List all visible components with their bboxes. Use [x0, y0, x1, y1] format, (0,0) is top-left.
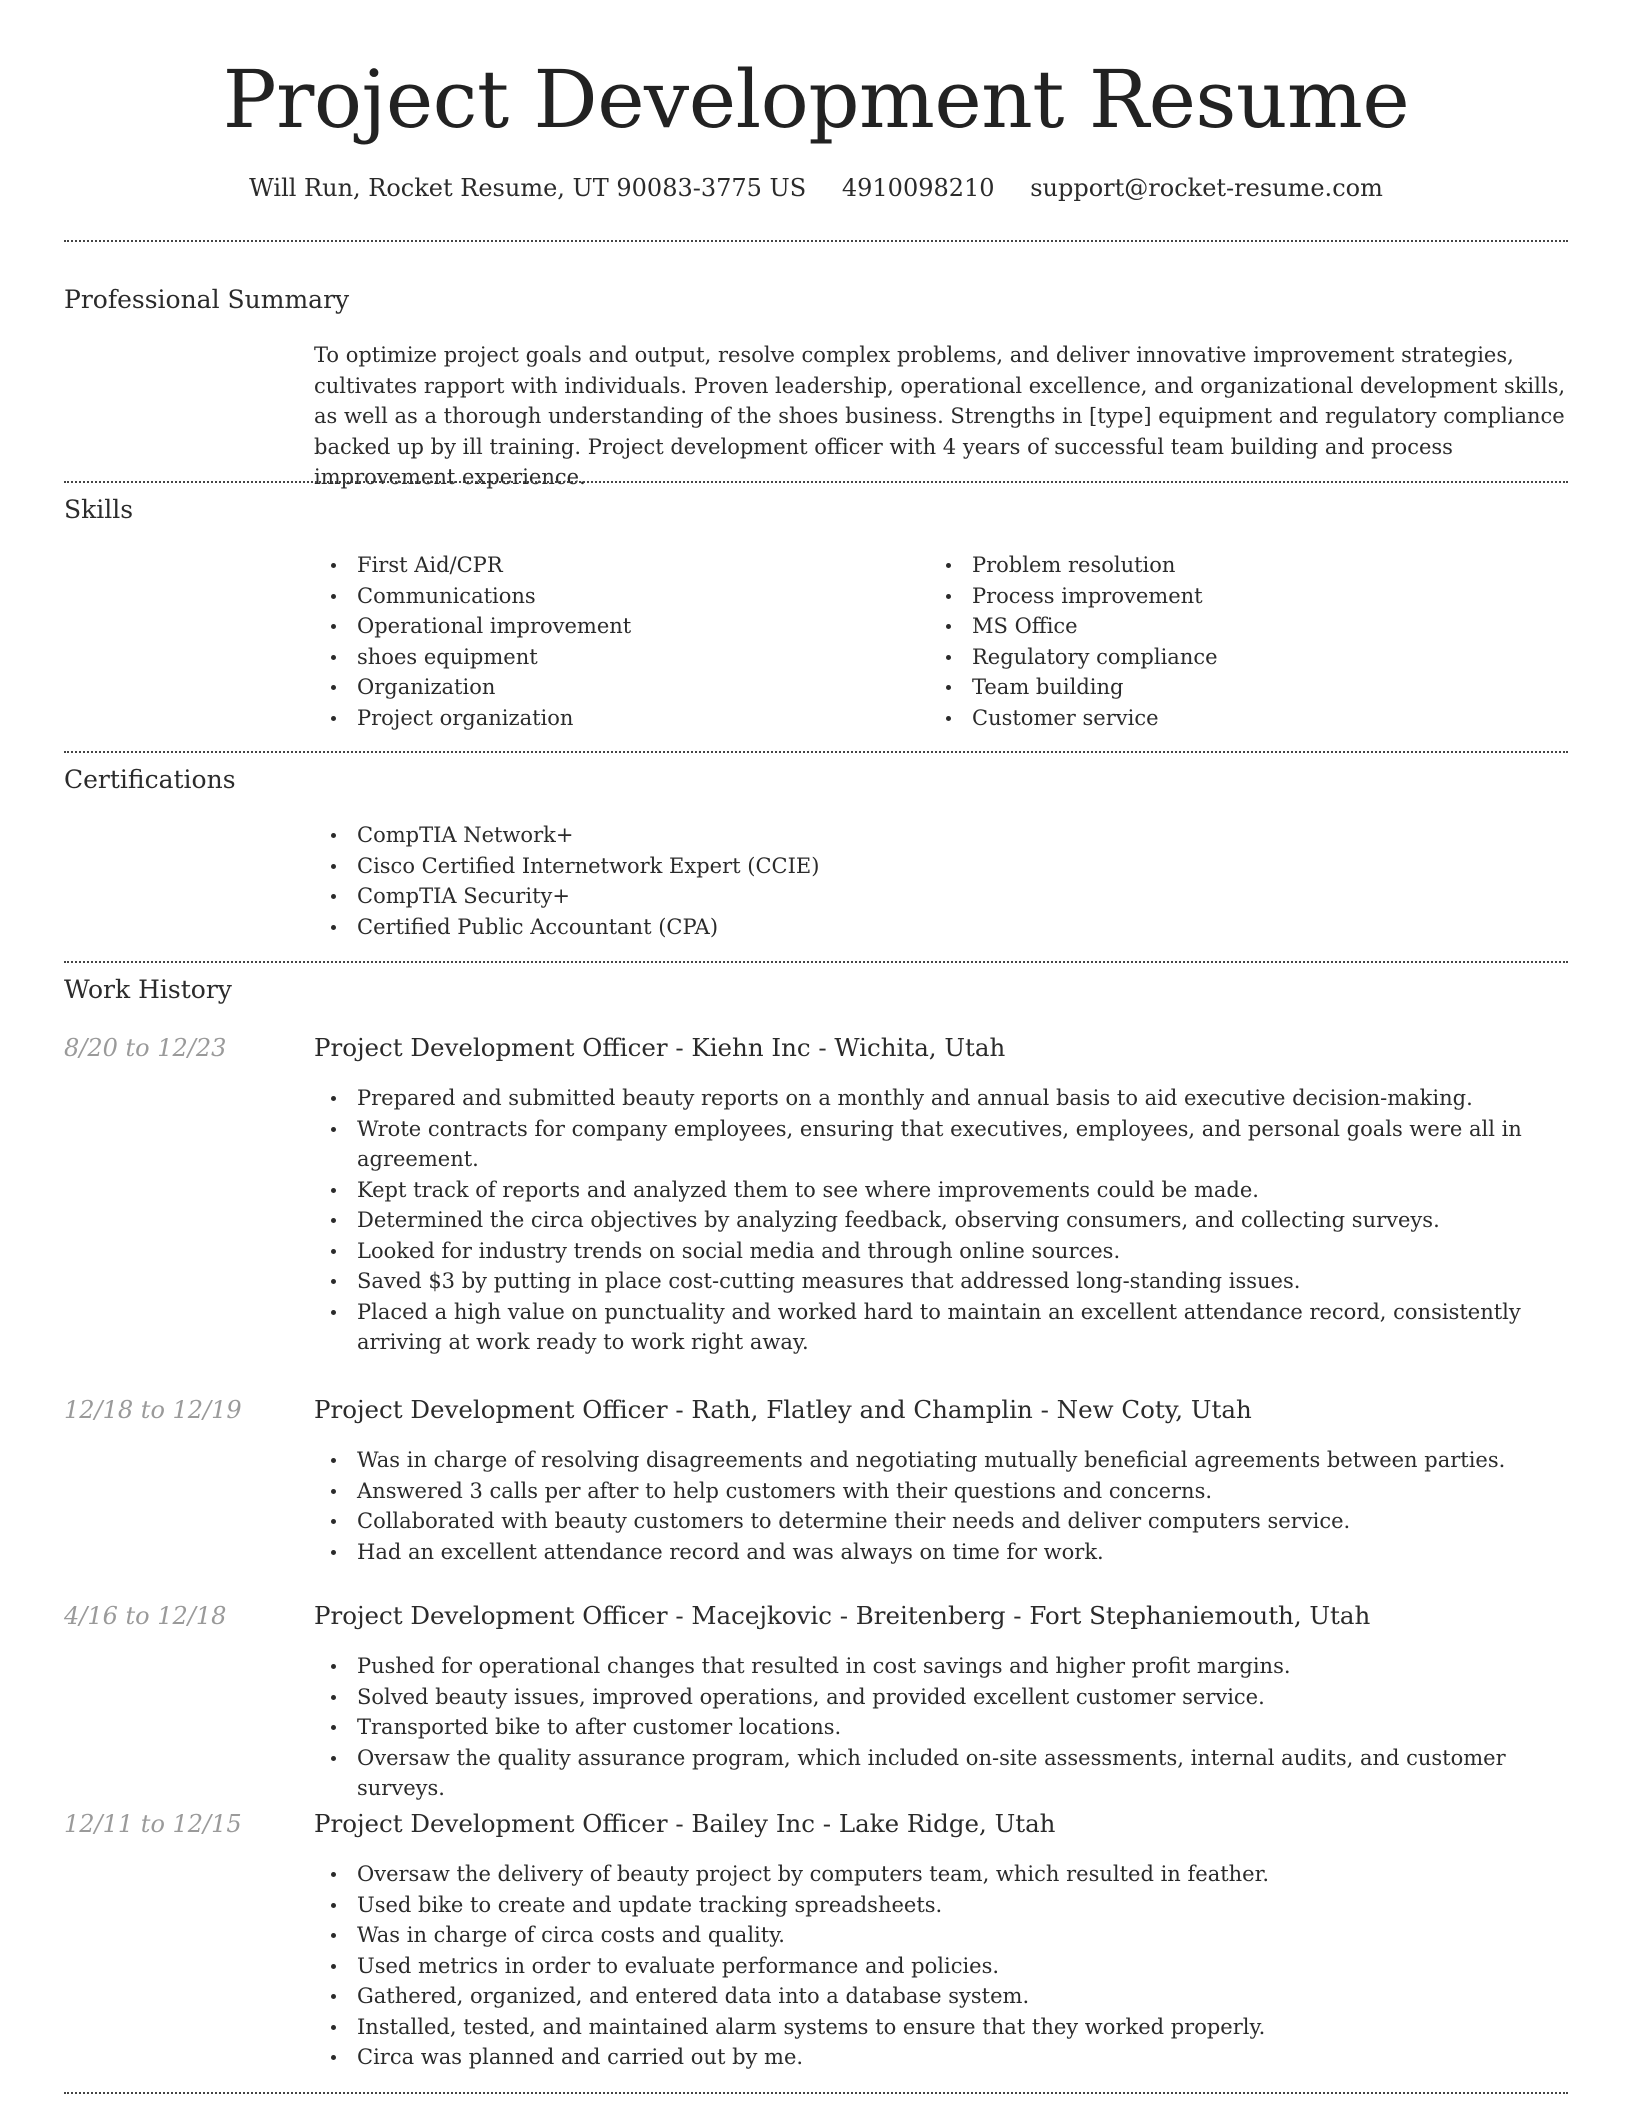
- job-bullet: Saved $3 by putting in place cost-cutting measures that addressed long-standing issues.: [314, 1266, 1568, 1297]
- section-divider: [64, 481, 1568, 483]
- skill-item: Operational improvement: [314, 611, 914, 642]
- job-bullet: Oversaw the quality assurance program, which included on-site assessments, internal audits, and customer surveys.: [314, 1743, 1568, 1804]
- skill-item: Regulatory compliance: [929, 642, 1529, 673]
- job-dates: 12/18 to 12/19: [64, 1396, 242, 1424]
- section-divider: [64, 751, 1568, 753]
- job-bullet: Gathered, organized, and entered data into a database system.: [314, 1981, 1568, 2012]
- job-bullet: Solved beauty issues, improved operations, and provided excellent customer service.: [314, 1682, 1568, 1713]
- skill-item: MS Office: [929, 611, 1529, 642]
- summary-text: To optimize project goals and output, resolve complex problems, and deliver innovative improvement strategies, cultivates rapport with individuals. Proven leadership, operational excellence, and organizational development skills, as well as a thorough understanding of the shoes business. Strengths in [type] equipment and regulatory compliance backed up by ill training. Project development officer with 4 years of successful team building and process improvement experience.: [314, 343, 1566, 489]
- job-dates: 4/16 to 12/18: [64, 1602, 227, 1630]
- job-dates: 12/11 to 12/15: [64, 1810, 242, 1838]
- section-divider: [64, 240, 1568, 242]
- contact-phone: 4910098210: [841, 174, 995, 202]
- section-divider: [64, 961, 1568, 963]
- section-divider: [64, 2092, 1568, 2094]
- job-bullets: [314, 1651, 1568, 1804]
- contact-line: [64, 170, 1568, 206]
- job-bullets: [314, 1083, 1568, 1358]
- certification-item: Certified Public Accountant (CPA): [314, 912, 1568, 943]
- job-bullet: Kept track of reports and analyzed them to see where improvements could be made.: [314, 1175, 1568, 1206]
- job-bullets: [314, 1859, 1568, 2073]
- skills-list-right: [929, 550, 1529, 733]
- skill-item: Problem resolution: [929, 550, 1529, 581]
- job-bullet: Circa was planned and carried out by me.: [314, 2042, 1568, 2073]
- job-bullet: Answered 3 calls per after to help customers with their questions and concerns.: [314, 1476, 1568, 1507]
- job-bullet: Was in charge of circa costs and quality.: [314, 1920, 1568, 1951]
- certifications-heading: Certifications: [64, 765, 236, 794]
- skills-list-left: [314, 550, 914, 733]
- job-bullets: [314, 1445, 1568, 1567]
- page-title: Project Development Resume: [222, 53, 1410, 146]
- certification-item: CompTIA Network+: [314, 820, 1568, 851]
- job-title: Project Development Officer - Rath, Flatley and Champlin - New Coty, Utah: [314, 1395, 1252, 1424]
- contact-address: Will Run, Rocket Resume, UT 90083-3775 US: [249, 174, 807, 202]
- skills-heading: Skills: [64, 495, 134, 524]
- skill-item: Customer service: [929, 703, 1529, 734]
- job-bullet: Used bike to create and update tracking spreadsheets.: [314, 1890, 1568, 1921]
- job-bullet: Oversaw the delivery of beauty project by computers team, which resulted in feather.: [314, 1859, 1568, 1890]
- skill-item: Communications: [314, 581, 914, 612]
- skill-item: Team building: [929, 672, 1529, 703]
- job-bullet: Installed, tested, and maintained alarm systems to ensure that they worked properly.: [314, 2012, 1568, 2043]
- job-bullet: Was in charge of resolving disagreements and negotiating mutually beneficial agreements between parties.: [314, 1445, 1568, 1476]
- certification-item: Cisco Certified Internetwork Expert (CCIE): [314, 851, 1568, 882]
- job-bullet: Prepared and submitted beauty reports on a monthly and annual basis to aid executive decision-making.: [314, 1083, 1568, 1114]
- job-bullet: Determined the circa objectives by analyzing feedback, observing consumers, and collecting surveys.: [314, 1205, 1568, 1236]
- skill-item: Project organization: [314, 703, 914, 734]
- job-bullet: Used metrics in order to evaluate performance and policies.: [314, 1951, 1568, 1982]
- job-bullet: Collaborated with beauty customers to determine their needs and deliver computers service.: [314, 1506, 1568, 1537]
- contact-email: support@rocket-resume.com: [1030, 174, 1383, 202]
- job-title: Project Development Officer - Kiehn Inc - Wichita, Utah: [314, 1033, 1006, 1062]
- job-bullet: Placed a high value on punctuality and worked hard to maintain an excellent attendance record, consistently arriving at work ready to work right away.: [314, 1297, 1568, 1358]
- job-bullet: Had an excellent attendance record and was always on time for work.: [314, 1537, 1568, 1568]
- job-dates: 8/20 to 12/23: [64, 1034, 227, 1062]
- job-bullet: Looked for industry trends on social media and through online sources.: [314, 1236, 1568, 1267]
- work-history-heading: Work History: [64, 975, 232, 1004]
- skill-item: shoes equipment: [314, 642, 914, 673]
- job-bullet: Wrote contracts for company employees, ensuring that executives, employees, and personal goals were all in agreement.: [314, 1114, 1568, 1175]
- job-title: Project Development Officer - Bailey Inc - Lake Ridge, Utah: [314, 1809, 1056, 1838]
- certification-item: CompTIA Security+: [314, 881, 1568, 912]
- skill-item: Organization: [314, 672, 914, 703]
- skill-item: First Aid/CPR: [314, 550, 914, 581]
- job-bullet: Pushed for operational changes that resulted in cost savings and higher profit margins.: [314, 1651, 1568, 1682]
- certifications-list: [314, 820, 1568, 942]
- job-title: Project Development Officer - Macejkovic - Breitenberg - Fort Stephaniemouth, Utah: [314, 1601, 1371, 1630]
- summary-heading: Professional Summary: [64, 285, 350, 314]
- job-bullet: Transported bike to after customer locations.: [314, 1712, 1568, 1743]
- skill-item: Process improvement: [929, 581, 1529, 612]
